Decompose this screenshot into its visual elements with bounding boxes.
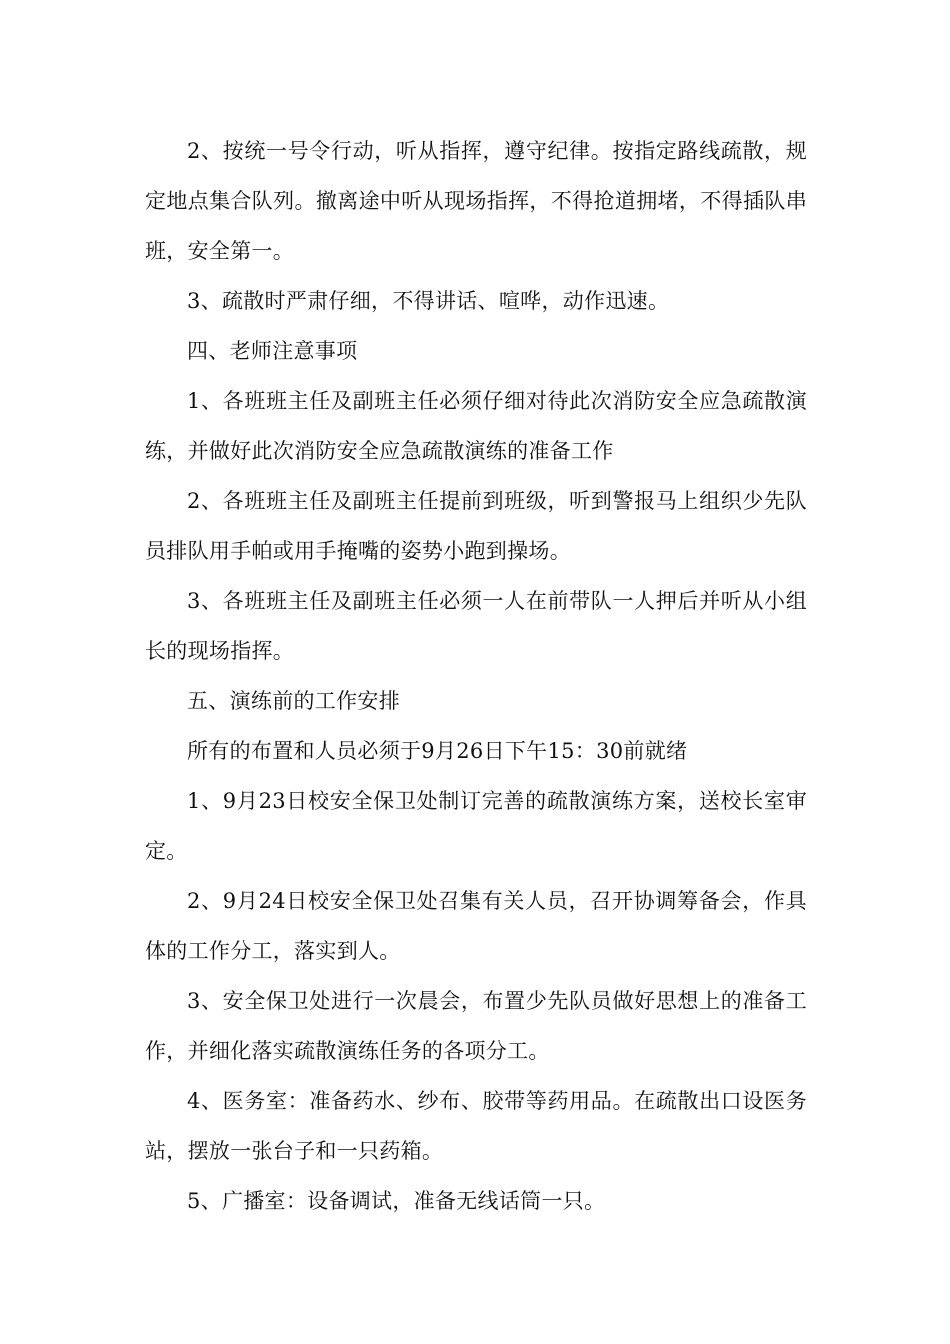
document-body [145,126,807,1226]
paragraph: 2、按统一号令行动，听从指挥，遵守纪律。按指定路线疏散，规定地点集合队列。撤离途中听从现场指挥，不得抢道拥堵，不得插队串班，安全第一。 [145,139,807,263]
paragraph: 3、安全保卫处进行一次晨会，布置少先队员做好思想上的准备工作，并细化落实疏散演练任务的各项分工。 [145,989,807,1063]
paragraph: 5、广播室：设备调试，准备无线话筒一只。 [187,1189,606,1213]
paragraph: 3、疏散时严肃仔细，不得讲话、喧哗，动作迅速。 [187,289,670,313]
paragraph: 2、各班班主任及副班主任提前到班级，听到警报马上组织少先队员排队用手帕或用手掩嘴的姿势小跑到操场。 [145,489,807,563]
paragraph: 1、9月23日校安全保卫处制订完善的疏散演练方案，送校长室审定。 [145,789,807,863]
paragraph: 3、各班班主任及副班主任必须一人在前带队一人押后并听从小组长的现场指挥。 [145,589,807,663]
paragraph: 所有的布置和人员必须于9月26日下午15：30前就绪 [187,739,688,763]
paragraph: 4、医务室：准备药水、纱布、胶带等药用品。在疏散出口设医务站，摆放一张台子和一只药箱。 [145,1089,807,1163]
section-heading: 五、演练前的工作安排 [187,689,400,713]
paragraph: 2、9月24日校安全保卫处召集有关人员，召开协调筹备会，作具体的工作分工，落实到人。 [145,889,807,963]
paragraph: 1、各班班主任及副班主任必须仔细对待此次消防安全应急疏散演练，并做好此次消防安全应急疏散演练的准备工作 [145,389,807,463]
section-heading: 四、老师注意事项 [187,339,358,363]
